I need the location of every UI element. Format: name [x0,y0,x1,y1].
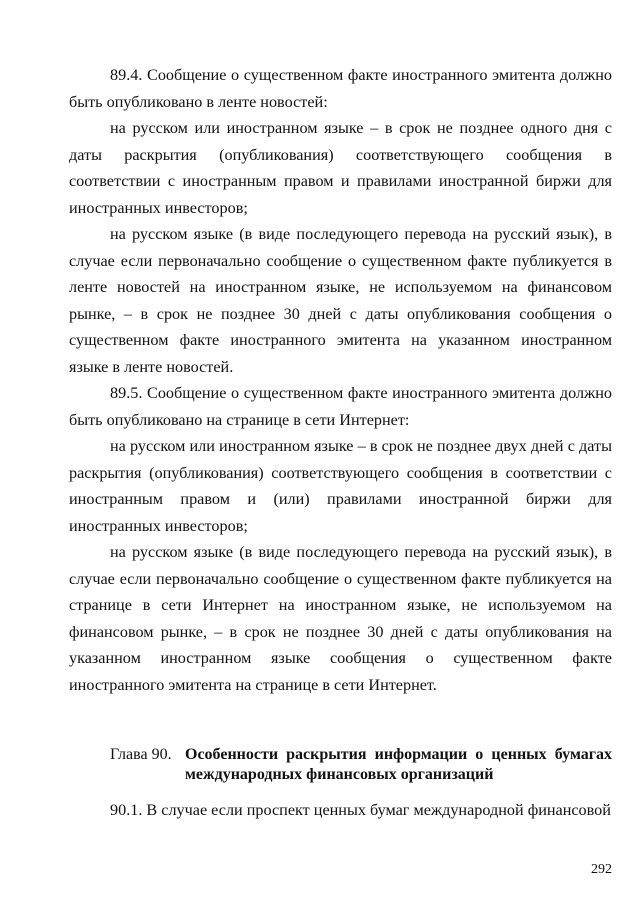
paragraph-89-5: 89.5. Сообщение о существенном факте иностранного эмитента должно быть опубликовано на странице в сети Интернет: [69,384,612,429]
paragraph-89-5-foreign-language: на русском или иностранном языке – в срок не позднее двух дней с даты раскрытия (опубликования) соответствующего сообщения в соответствии с иностранным правом и (или) правилами иностранной биржи для иностранных инвесторов; [69,437,612,535]
paragraph-89-4: 89.4. Сообщение о существенном факте иностранного эмитента должно быть опубликовано в ленте новостей: [69,66,612,111]
chapter-title: Особенности раскрытия информации о ценных бумагах международных финансовых организаций [185,746,612,783]
document-page [69,62,612,824]
chapter-heading [69,745,612,785]
paragraph-89-4-russian-language: на русском языке (в виде последующего перевода на русский язык), в случае если первоначально сообщение о существенном факте публикуется в ленте новостей на иностранном языке, не используемом на финансовом рынке, – в срок не позднее 30 дней с даты опубликования сообщения о существенном факте иностранного эмитента на указанном иностранном языке в ленте новостей. [69,225,612,376]
page-number: 292 [591,862,612,877]
paragraph-89-4-foreign-language: на русском или иностранном языке – в срок не позднее одного дня с даты раскрытия (опубликования) соответствующего сообщения в соответствии с иностранным правом и правилами иностранной биржи для иностранных инвесторов; [69,119,612,217]
chapter-number: Глава 90. [110,746,172,763]
paragraph-90-1: 90.1. В случае если проспект ценных бумаг международной финансовой [110,801,611,819]
paragraph-89-5-russian-language: на русском языке (в виде последующего перевода на русский язык), в случае если первоначально сообщение о существенном факте публикуется на странице в сети Интернет на иностранном языке, не используемом на финансовом рынке, – в срок не позднее 30 дней с даты опубликования на указанном иностранном языке сообщения о существенном факте иностранного эмитента на странице в сети Интернет. [69,543,612,694]
